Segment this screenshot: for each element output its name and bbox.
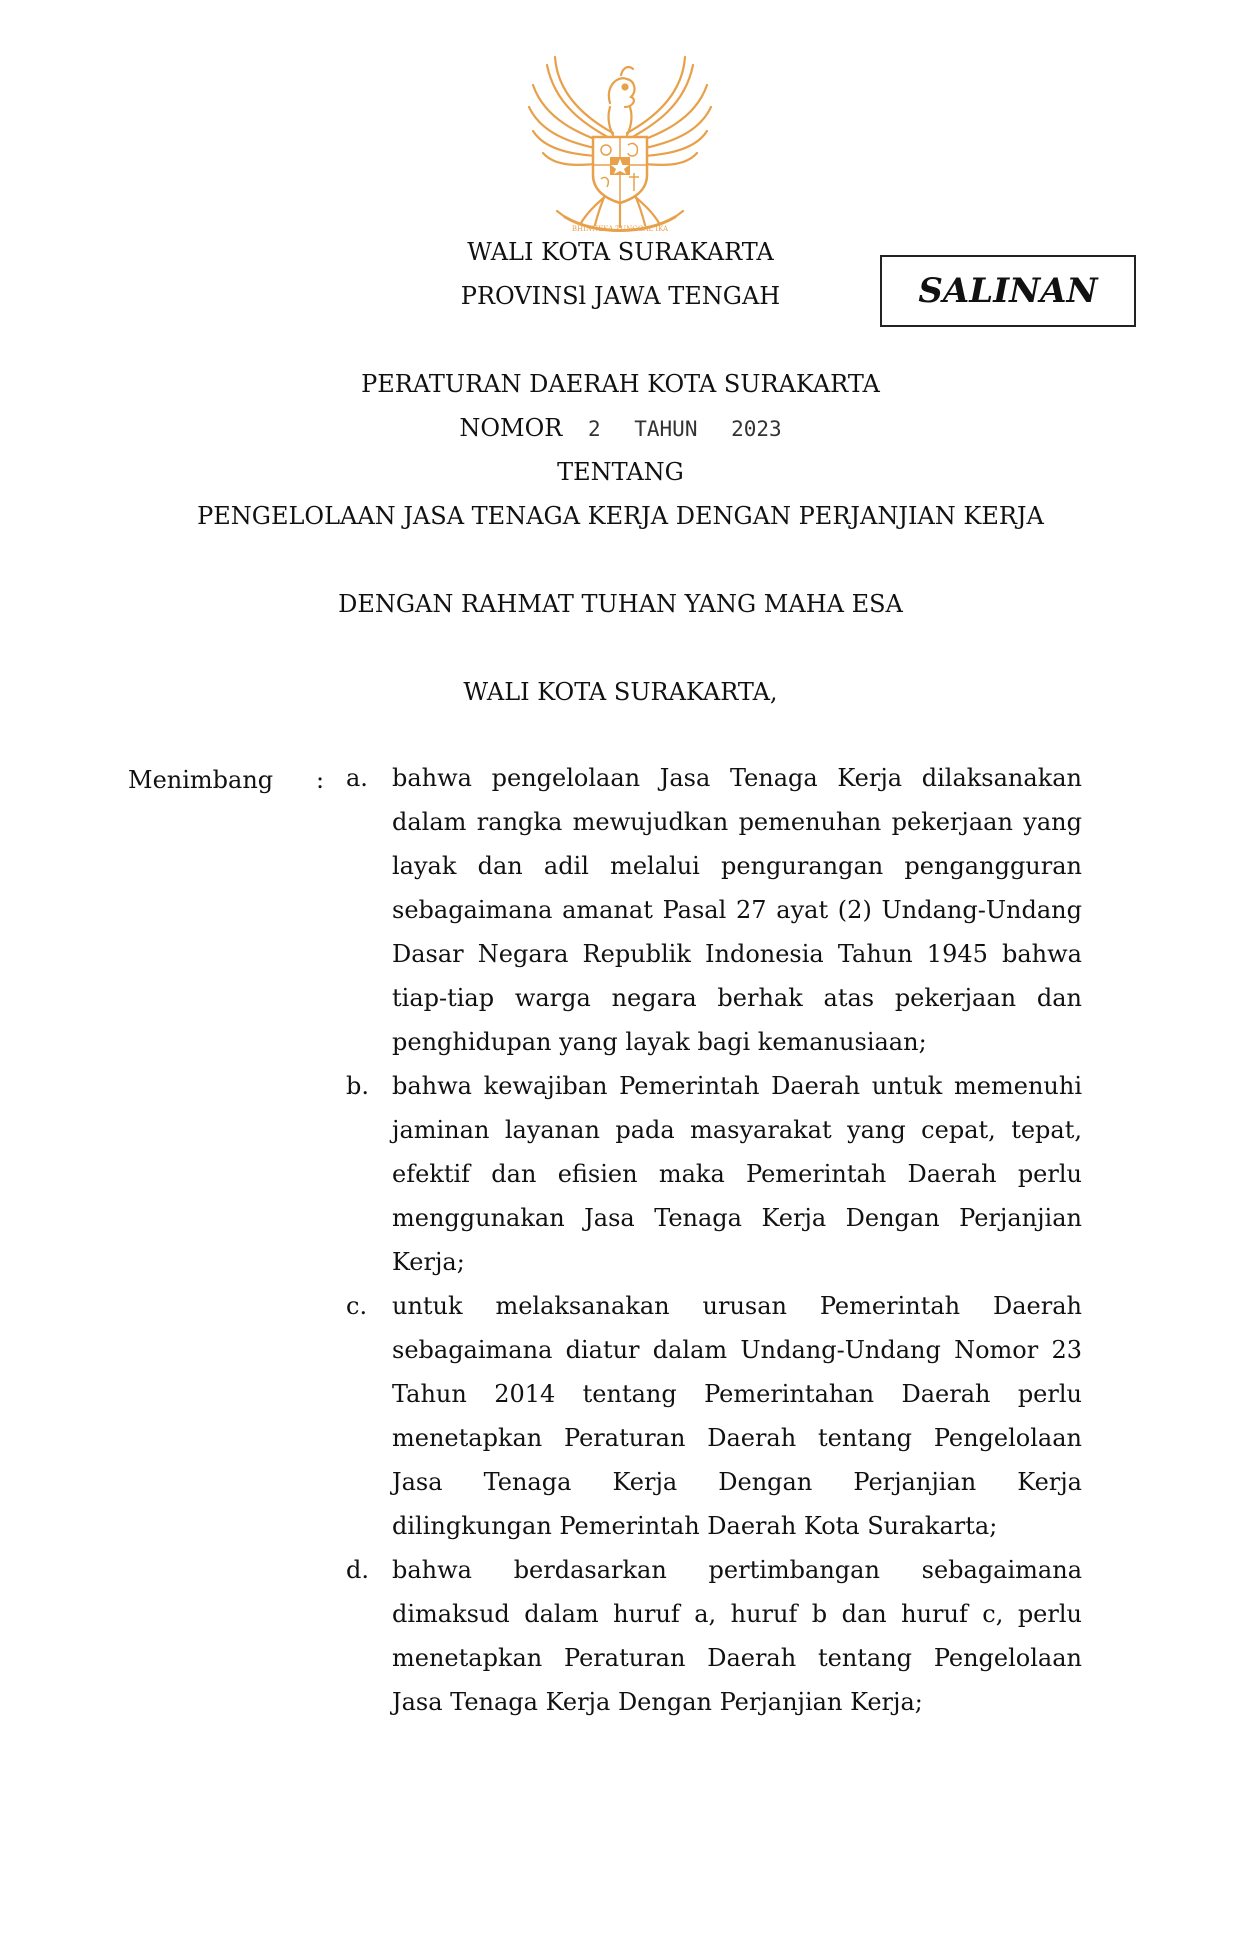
salinan-label: SALINAN	[918, 271, 1098, 311]
item-text: untuk melaksanakan urusan Pemerintah Daerah sebagaimana diatur dalam Undang-Undang Nomor 23 Tahun 2014 tentang Pemerintahan Daerah perlu menetapkan Peraturan Daerah tentang Pengelolaan Jasa Tenaga Kerja Dengan Perjanjian Kerja dilingkungan Pemerintah Daerah Kota Surakarta;	[392, 1292, 1082, 1540]
menimbang-item-c	[346, 1284, 1082, 1548]
nomor-label: NOMOR	[459, 414, 563, 442]
nomor-value: 2	[587, 417, 601, 441]
issuer-title: WALI KOTA SURAKARTA	[467, 238, 774, 266]
tentang-heading: TENTANG	[557, 458, 684, 486]
province-title: PROVINSl JAWA TENGAH	[460, 282, 781, 310]
item-letter: b.	[346, 1072, 369, 1100]
regulation-subject: PENGELOLAAN JASA TENAGA KERJA DENGAN PERJANJIAN KERJA	[197, 502, 1044, 530]
garuda-emblem-icon	[525, 45, 715, 245]
menimbang-item-b	[346, 1064, 1082, 1284]
salinan-stamp	[880, 255, 1136, 327]
item-text: bahwa berdasarkan pertimbangan sebagaimana dimaksud dalam huruf a, huruf b dan huruf c, perlu menetapkan Peraturan Daerah tentang Pengelolaan Jasa Tenaga Kerja Dengan Perjanjian Kerja;	[392, 1556, 1082, 1716]
tahun-value: 2023	[731, 417, 782, 441]
menimbang-item-d	[346, 1548, 1082, 1724]
authority-line: WALI KOTA SURAKARTA,	[463, 678, 778, 706]
item-letter: c.	[346, 1292, 368, 1320]
item-letter: d.	[346, 1556, 369, 1584]
item-text: bahwa pengelolaan Jasa Tenaga Kerja dilaksanakan dalam rangka mewujudkan pemenuhan pekerjaan yang layak dan adil melalui pengurangan pengangguran sebagaimana amanat Pasal 27 ayat (2) Undang-Undang Dasar Negara Republik Indonesia Tahun 1945 bahwa tiap-tiap warga negara berhak atas pekerjaan dan penghidupan yang layak bagi kemanusiaan;	[392, 764, 1082, 1056]
emblem-motto: BHINNEKA TUNGGAL IKA	[571, 225, 669, 233]
regulation-title: PERATURAN DAERAH KOTA SURAKARTA	[361, 370, 880, 398]
item-text: bahwa kewajiban Pemerintah Daerah untuk memenuhi jaminan layanan pada masyarakat yang cepat, tepat, efektif dan efisien maka Pemerintah Daerah perlu menggunakan Jasa Tenaga Kerja Dengan Perjanjian Kerja;	[392, 1072, 1082, 1276]
regulation-number-line	[0, 414, 1241, 442]
tahun-label: TAHUN	[634, 417, 698, 441]
menimbang-colon: :	[316, 766, 325, 794]
rahmat-line: DENGAN RAHMAT TUHAN YANG MAHA ESA	[338, 590, 903, 618]
item-letter: a.	[346, 764, 368, 792]
menimbang-item-a	[346, 756, 1082, 1064]
menimbang-label: Menimbang	[128, 766, 274, 794]
